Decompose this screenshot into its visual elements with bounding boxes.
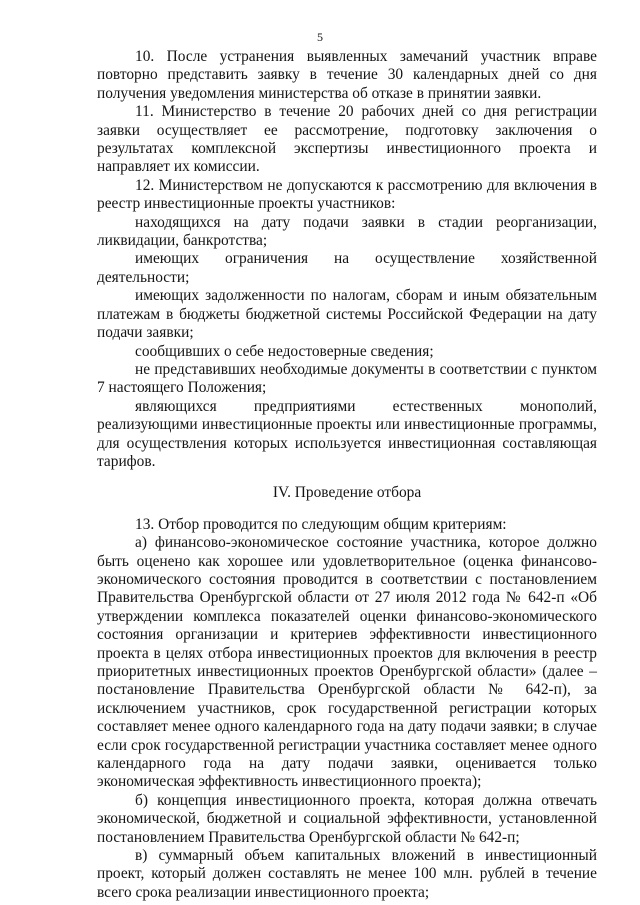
list-item-tax-debts: имеющих задолженности по налогам, сборам и иным обязательным платежам в бюджеты бюджетной системы Российской Федерации на дату подачи заявки; — [97, 287, 597, 342]
paragraph-item-10: 10. После устранения выявленных замечаний участник вправе повторно представить заявку в течение 30 календарных дней со дня получения уведомления министерства об отказе в принятии заявки. — [97, 48, 597, 102]
section-heading: IV. Проведение отбора — [272, 484, 422, 502]
list-item-restrictions: имеющих ограничения на осуществление хозяйственной деятельности; — [97, 250, 597, 286]
list-item-missing-documents: не представивших необходимые документы в соответствии с пунктом 7 настоящего Положения; — [97, 360, 597, 397]
criterion-b: б) концепция инвестиционного проекта, которая должна отвечать экономической, бюджетной и социальной эффективности, установленной постановлением Правительства Оренбургской области № 642-п; — [97, 791, 597, 846]
criterion-a: а) финансово-экономическое состояние участника, которое должно быть оценено как хорошее или удовлетворительное (оценка финансово-экономического состояния проводится в соответствии с постановлением Правительства Оренбургской области от 27 июля 2012 года № 642-п «Об утверждении комплекса показателей оценки финансово-экономического состояния организации и критериев эффективности инвестиционного проекта в целях отбора инвестиционных проектов для включения в реестр приоритетных инвестиционных проектов Оренбургской области» (далее – постановление Правительства Оренбургской области № 642-п), за исключением участников, срок государственной регистрации которых составляет менее одного календарного года на дату подачи заявки; в случае если срок государственной регистрации участника составляет менее одного календарного года на дату подачи заявки, оценивается только экономическая эффективность инвестиционного проекта); — [97, 534, 597, 791]
paragraph-item-13: 13. Отбор проводится по следующим общим критериям: — [135, 515, 507, 533]
paragraph-item-12: 12. Министерством не допускаются к рассмотрению для включения в реестр инвестиционные проекты участников: — [97, 176, 597, 213]
criterion-v: в) суммарный объем капитальных вложений в инвестиционный проект, который должен составлять не менее 100 млн. рублей в течение всего срока реализации инвестиционного проекта; — [97, 847, 597, 901]
paragraph-item-11: 11. Министерство в течение 20 рабочих дней со дня регистрации заявки осуществляет ее рассмотрение, подготовку заключения о результатах комплексной экспертизы инвестиционного проекта и направляет их комиссии. — [97, 103, 597, 176]
page-number: 5 — [317, 30, 323, 44]
document-body — [97, 48, 597, 902]
list-item-natural-monopolies: являющихся предприятиями естественных монополий, реализующими инвестиционные проекты или инвестиционные программы, для осуществления которых используется инвестиционная составляющая тарифов. — [97, 397, 597, 470]
list-item-false-info: сообщивших о себе недостоверные сведения; — [135, 342, 434, 360]
list-item-reorganization: находящихся на дату подачи заявки в стадии реорганизации, ликвидации, банкротства; — [97, 213, 597, 250]
